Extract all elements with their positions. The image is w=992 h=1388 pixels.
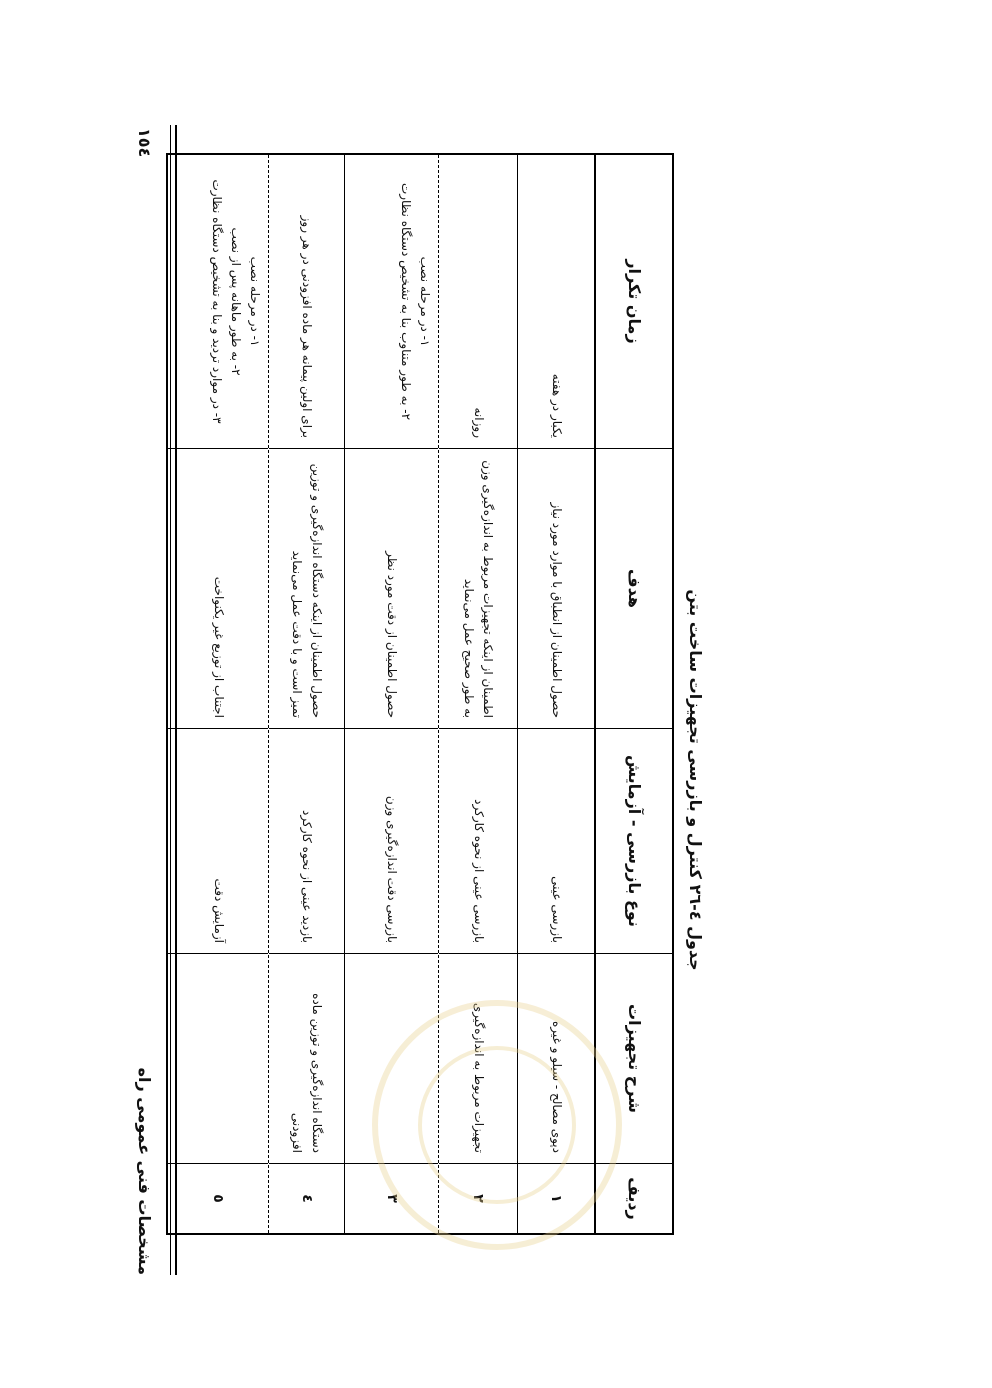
header-goal: هدف [596,448,672,728]
header-frequency: زمان تکرار [624,259,644,344]
inspection-type: بازرسی عینی [518,728,594,953]
inspection-type: آزمایش دقت [168,728,268,953]
frequency-line: ٢- به طور متناوب بنا به تشخیص دستگاه نظارت [398,182,413,421]
frequency-line: ٢- به طور ماهانه پس از نصب [228,227,243,376]
row-number: ٥ [168,1163,268,1233]
inspection-goal: اجتناب از توزیع غیر یکنواخت [168,448,268,728]
frequency-line: ١- در مرحله نصب [418,256,432,347]
equipment-description [168,953,268,1163]
watermark-logo [372,1000,622,1250]
inspection-type: بازدید عینی از نحوه کارکرد [269,728,344,953]
inspection-goal: حصول اطمینان از دقت مورد نظر [345,448,438,728]
inspection-goal: اطمینان از اینکه تجهیزات مربوط به اندازه‌گیری وزن به طور صحیح عمل می‌نماید [439,448,517,728]
inspection-goal: حصول اطمینان از انطباق با موارد مورد نیاز [518,448,594,728]
equipment-description: دپوی مصالح - سیلو و غیره [518,953,594,1163]
header-inspection-type: نوع بازرسی - آزمایش [596,728,672,953]
row-number: ٤ [269,1163,344,1233]
inspection-frequency: یکبار در هفته [549,373,564,438]
table-row [168,155,268,1233]
row-number: ٢ [439,1163,517,1233]
table-row [268,155,344,1233]
row-number: ١ [518,1163,594,1233]
header-row-no: ردیف [596,1163,672,1233]
header-description: شرح تجهیزات [596,953,672,1163]
inspection-frequency: روزانه [471,407,486,438]
table-caption: جدول ٤-٢٦ کنترل و بازرسی تجهیزات ساخت بتن [686,589,705,971]
row-number: ٣ [345,1163,438,1233]
document-title: مشخصات فنی عمومی راه [135,1067,154,1275]
equipment-description: تجهیزات مربوط به اندازه‌گیری [439,953,517,1163]
equipment-description: دستگاه اندازه‌گیری و توزین ماده افزودنی [269,953,344,1163]
inspection-frequency [345,155,438,448]
inspection-type: بازرسی دقت اندازه‌گیری وزن [345,728,438,953]
inspection-frequency: برای اولین پیمانه هر ماده افزودنی در هر روز [300,215,315,438]
frequency-line: ٣- در موارد تردید و بنا به تشخیص دستگاه نظارت [209,179,224,424]
frequency-line: ١- در مرحله نصب [248,256,262,347]
inspection-goal: حصول اطمینان از اینکه دستگاه اندازه‌گیری و توزین تمیز است و با دقت عمل می‌نماید [269,448,344,728]
inspection-type: بازرسی عینی از نحوه کارکرد [439,728,517,953]
watermark-inner-ring [418,1046,576,1204]
page-number: ١٥٤ [135,128,154,158]
inspection-frequency [168,155,268,448]
